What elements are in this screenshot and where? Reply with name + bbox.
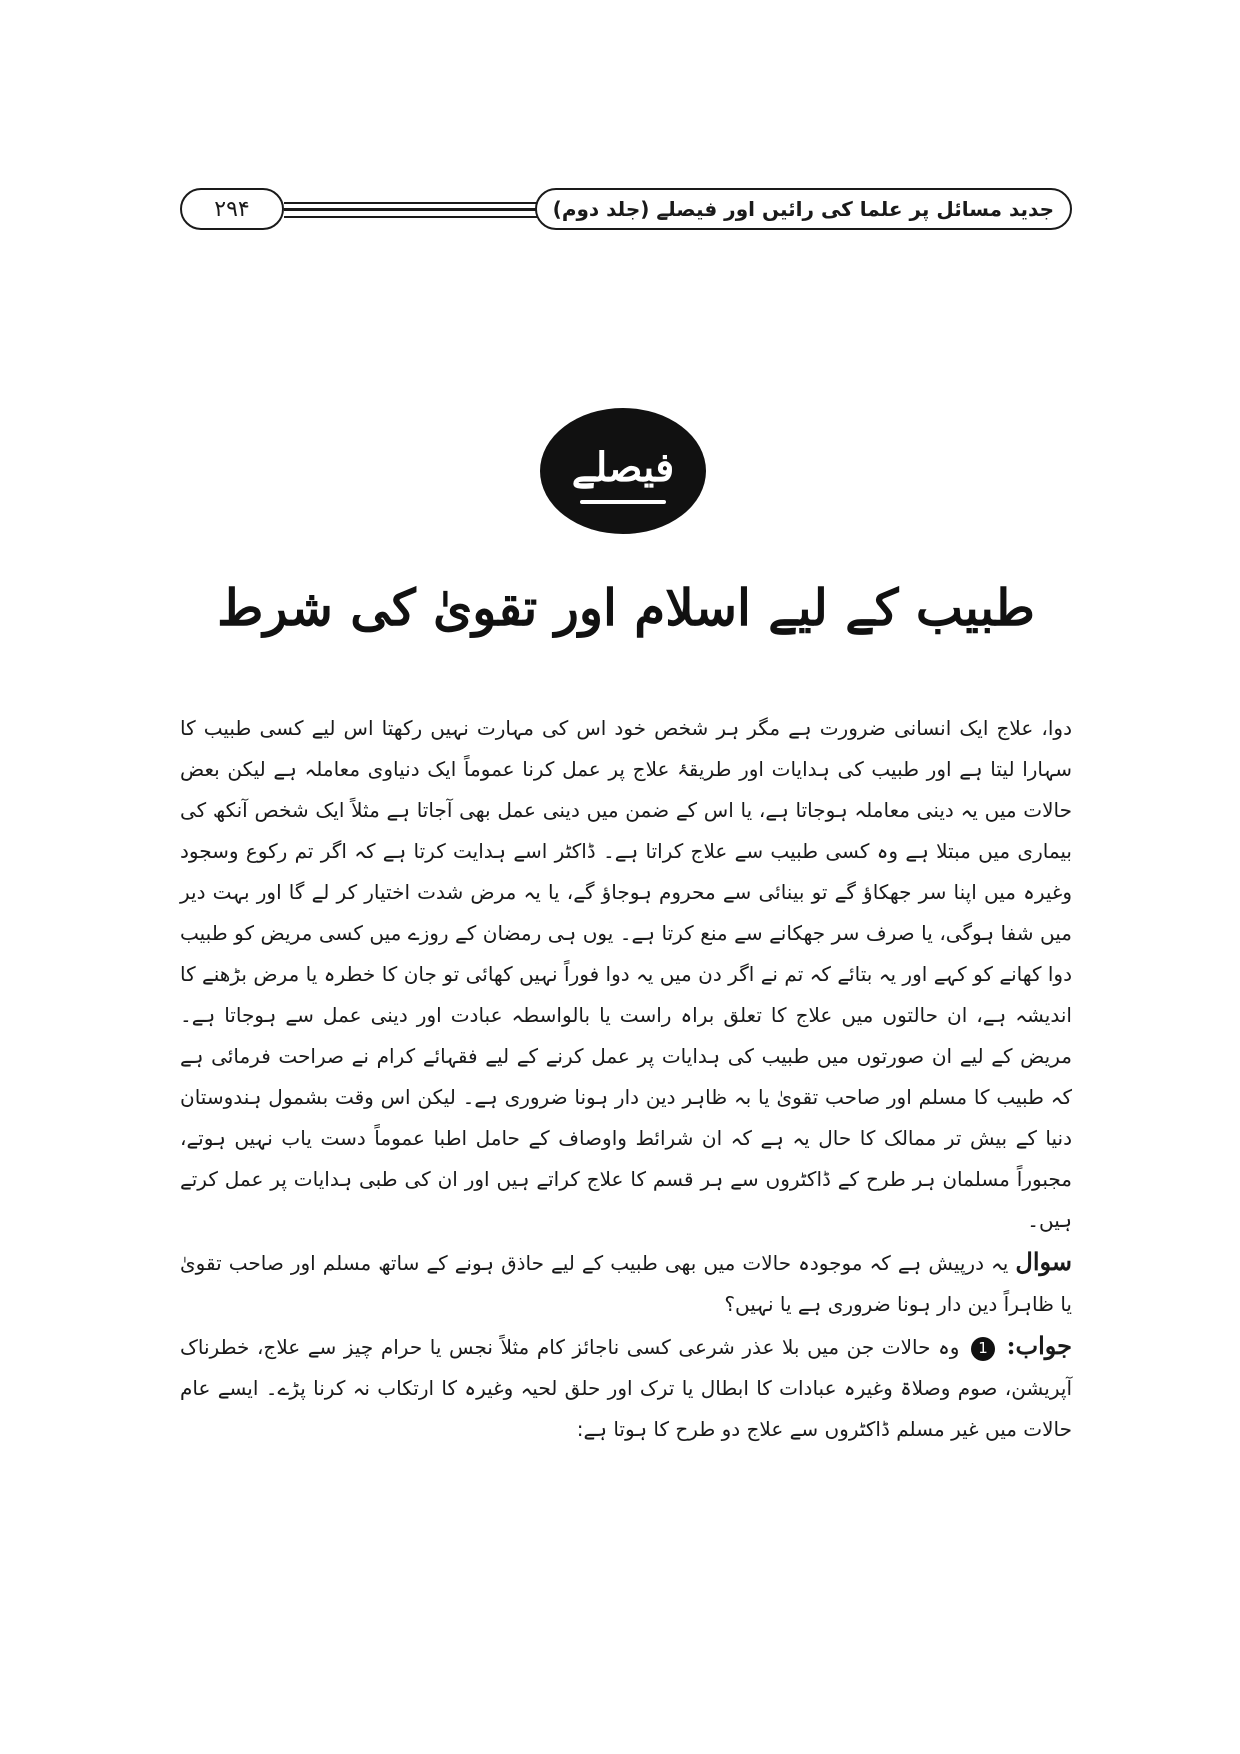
page-number: ۲۹۴ <box>180 188 284 230</box>
running-head <box>180 188 1072 232</box>
question-label: سوال <box>1015 1247 1073 1276</box>
badge-flourish <box>580 500 666 504</box>
article-body <box>180 708 1072 1450</box>
section-badge-label: فیصلے <box>571 443 675 491</box>
question-text: یہ درپیش ہے کہ موجودہ حالات میں بھی طبیب کے لیے حاذق ہونے کے ساتھ مسلم اور صاحب تقویٰ یا ظاہراً دین دار ہونا ضروری ہے یا نہیں؟ <box>180 1251 1072 1316</box>
answer-text: وہ حالات جن میں بلا عذر شرعی کسی ناجائز کام مثلاً نجس یا حرام چیز سے علاج، خطرناک آپریشن، صوم وصلاۃ وغیرہ عبادات کا ابطال یا ترک اور حلق لحیہ وغیرہ کا ارتکاب نہ کرنا پڑے۔ ایسے عام حالات میں غیر مسلم ڈاکٹروں سے علاج دو طرح کا ہوتا ہے: <box>180 1335 1072 1441</box>
book-title: جدید مسائل پر علما کی رائیں اور فیصلے (جلد دوم) <box>535 188 1072 230</box>
question-paragraph <box>180 1241 1072 1325</box>
section-badge <box>540 408 706 534</box>
intro-paragraph: دوا، علاج ایک انسانی ضرورت ہے مگر ہر شخص خود اس کی مہارت نہیں رکھتا اس لیے کسی طبیب کا سہارا لیتا ہے اور طبیب کی ہدایات اور طریقۂ علاج پر عمل کرنا عموماً ایک دنیاوی معاملہ ہے لیکن بعض حالات میں یہ دینی معاملہ ہوجاتا ہے، یا اس کے ضمن میں دینی عمل بھی آجاتا ہے مثلاً ایک شخص آنکھ کی بیماری میں مبتلا ہے وہ کسی طبیب سے علاج کراتا ہے۔ ڈاکٹر اسے ہدایت کرتا ہے کہ اگر تم رکوع وسجود وغیرہ میں اپنا سر جھکاؤ گے تو بینائی سے محروم ہوجاؤ گے، یا یہ مرض شدت اختیار کر لے گا اور بہت دیر میں شفا ہوگی، یا صرف سر جھکانے سے منع کرتا ہے۔ یوں ہی رمضان کے روزے میں کسی مریض کو طبیب دوا کھانے کو کہے اور یہ بتائے کہ تم نے اگر دن میں یہ دوا فوراً نہیں کھائی تو جان کا خطرہ یا مرض بڑھنے کا اندیشہ ہے، ان حالتوں میں علاج کا تعلق براہ راست یا بالواسطہ عبادت اور دینی عمل سے ہوجاتا ہے۔ مریض کے لیے ان صورتوں میں طبیب کی ہدایات پر عمل کرنے کے لیے فقہائے کرام نے صراحت فرمائی ہے کہ طبیب کا مسلم اور صاحب تقویٰ یا بہ ظاہر دین دار ہونا ضروری ہے۔ لیکن اس وقت بشمول ہندوستان دنیا کے بیش تر ممالک کا حال یہ ہے کہ ان شرائط واوصاف کے حامل اطبا عموماً دست یاب نہیں ہوتے، مجبوراً مسلمان ہر طرح کے ڈاکٹروں سے ہر قسم کا علاج کراتے ہیں اور ان کی طبی ہدایات پر عمل کرتے ہیں۔ <box>180 716 1072 1232</box>
answer-number-badge: 1 <box>971 1337 995 1361</box>
answer-paragraph <box>180 1325 1072 1450</box>
article-title: طبیب کے لیے اسلام اور تقویٰ کی شرط <box>217 578 1035 637</box>
answer-label: جواب: <box>1006 1331 1073 1360</box>
